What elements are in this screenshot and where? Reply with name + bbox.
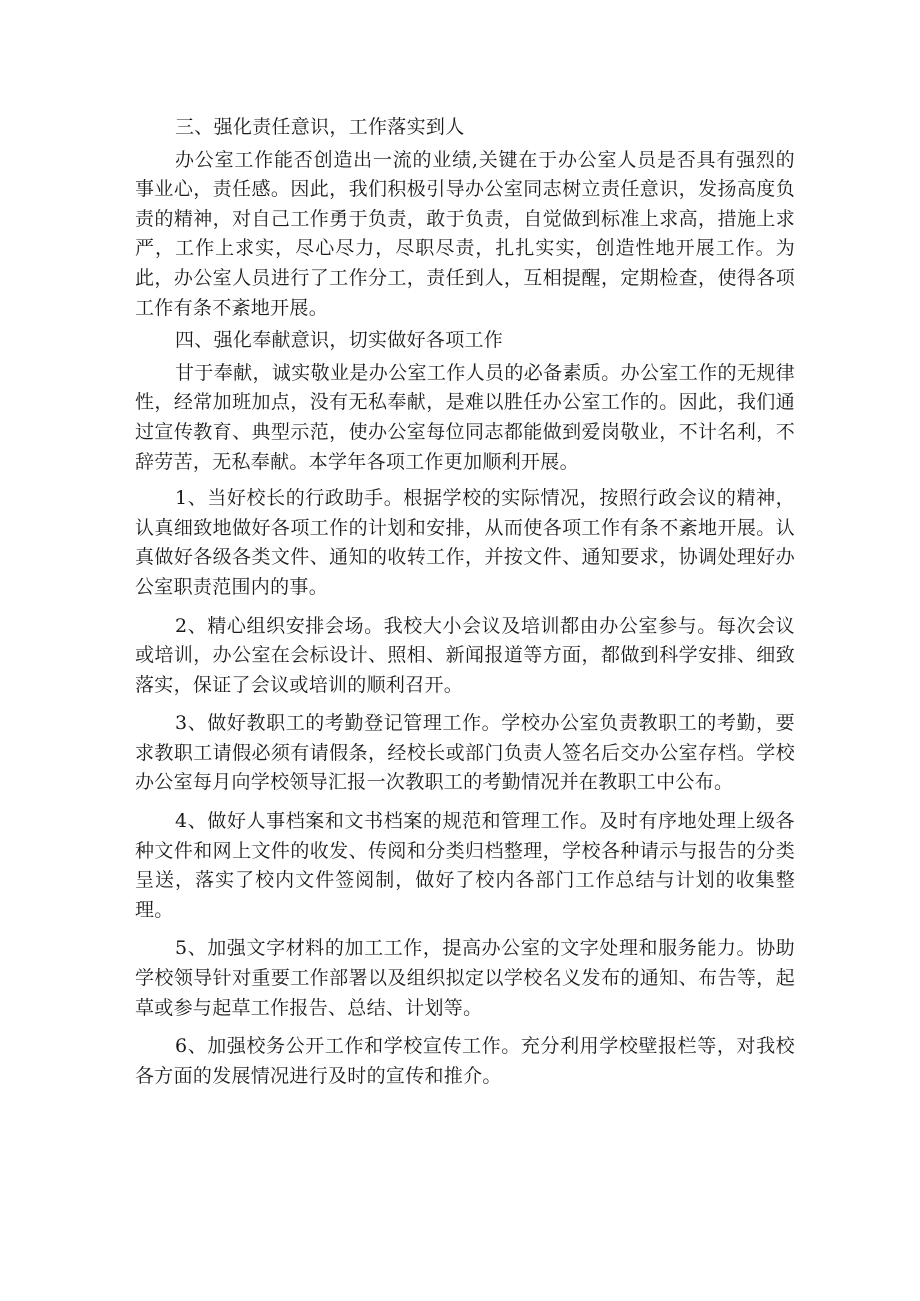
section-3-paragraph-1: 办公室工作能否创造出一流的业绩,关键在于办公室人员是否具有强烈的事业心，责任感。因此，我们积极引导办公室同志树立责任意识，发扬高度负责的精神，对自己工作勇于负责，敢于负责，自觉做到标准上求高，措施上求严，工作上求实，尽心尽力，尽职尽责，扎扎实实，创造性地开展工作。为此，办公室人员进行了工作分工，责任到人，互相提醒，定期检查，使得各项工作有条不紊地开展。: [135, 148, 795, 319]
section-4-item-5: 5、加强文字材料的加工工作，提高办公室的文字处理和服务能力。协助学校领导针对重要工作部署以及组织拟定以学校名义发布的通知、布告等，起草或参与起草工作报告、总结、计划等。: [135, 937, 795, 1019]
section-4-item-1: 1、当好校长的行政助手。根据学校的实际情况，按照行政会议的精神，认真细致地做好各项工作的计划和安排，从而使各项工作有条不紊地开展。认真做好各级各类文件、通知的收转工作，并按文件、通知要求，协调处理好办公室职责范围内的事。: [135, 487, 795, 598]
section-4-item-4: 4、做好人事档案和文书档案的规范和管理工作。及时有序地处理上级各种文件和网上文件的收发、传阅和分类归档整理，学校各种请示与报告的分类呈送，落实了校内文件签阅制，做好了校内各部门工作总结与计划的收集整理。: [135, 810, 795, 921]
section-4-paragraph-intro: 甘于奉献，诚实敬业是办公室工作人员的必备素质。办公室工作的无规律性，经常加班加点，没有无私奉献，是难以胜任办公室工作的。因此，我们通过宣传教育、典型示范，使办公室每位同志都能做到爱岗敬业，不计名利，不辞劳苦，无私奉献。本学年各项工作更加顺利开展。: [135, 361, 795, 473]
section-4-item-3: 3、做好教职工的考勤登记管理工作。学校办公室负责教职工的考勤，要求教职工请假必须有请假条，经校长或部门负责人签名后交办公室存档。学校办公室每月向学校领导汇报一次教职工的考勤情况并在教职工中公布。: [135, 712, 795, 794]
section-heading-4: 四、强化奉献意识，切实做好各项工作: [175, 329, 504, 352]
section-4-item-6: 6、加强校务公开工作和学校宣传工作。充分利用学校壁报栏等，对我校各方面的发展情况进行及时的宣传和推介。: [135, 1035, 795, 1087]
document-body: [135, 113, 795, 1091]
section-4-item-2: 2、精心组织安排会场。我校大小会议及培训都由办公室参与。每次会议或培训，办公室在会标设计、照相、新闻报道等方面，都做到科学安排、细致落实，保证了会议或培训的顺利召开。: [135, 614, 795, 696]
section-heading-3: 三、强化责任意识，工作落实到人: [175, 116, 465, 138]
